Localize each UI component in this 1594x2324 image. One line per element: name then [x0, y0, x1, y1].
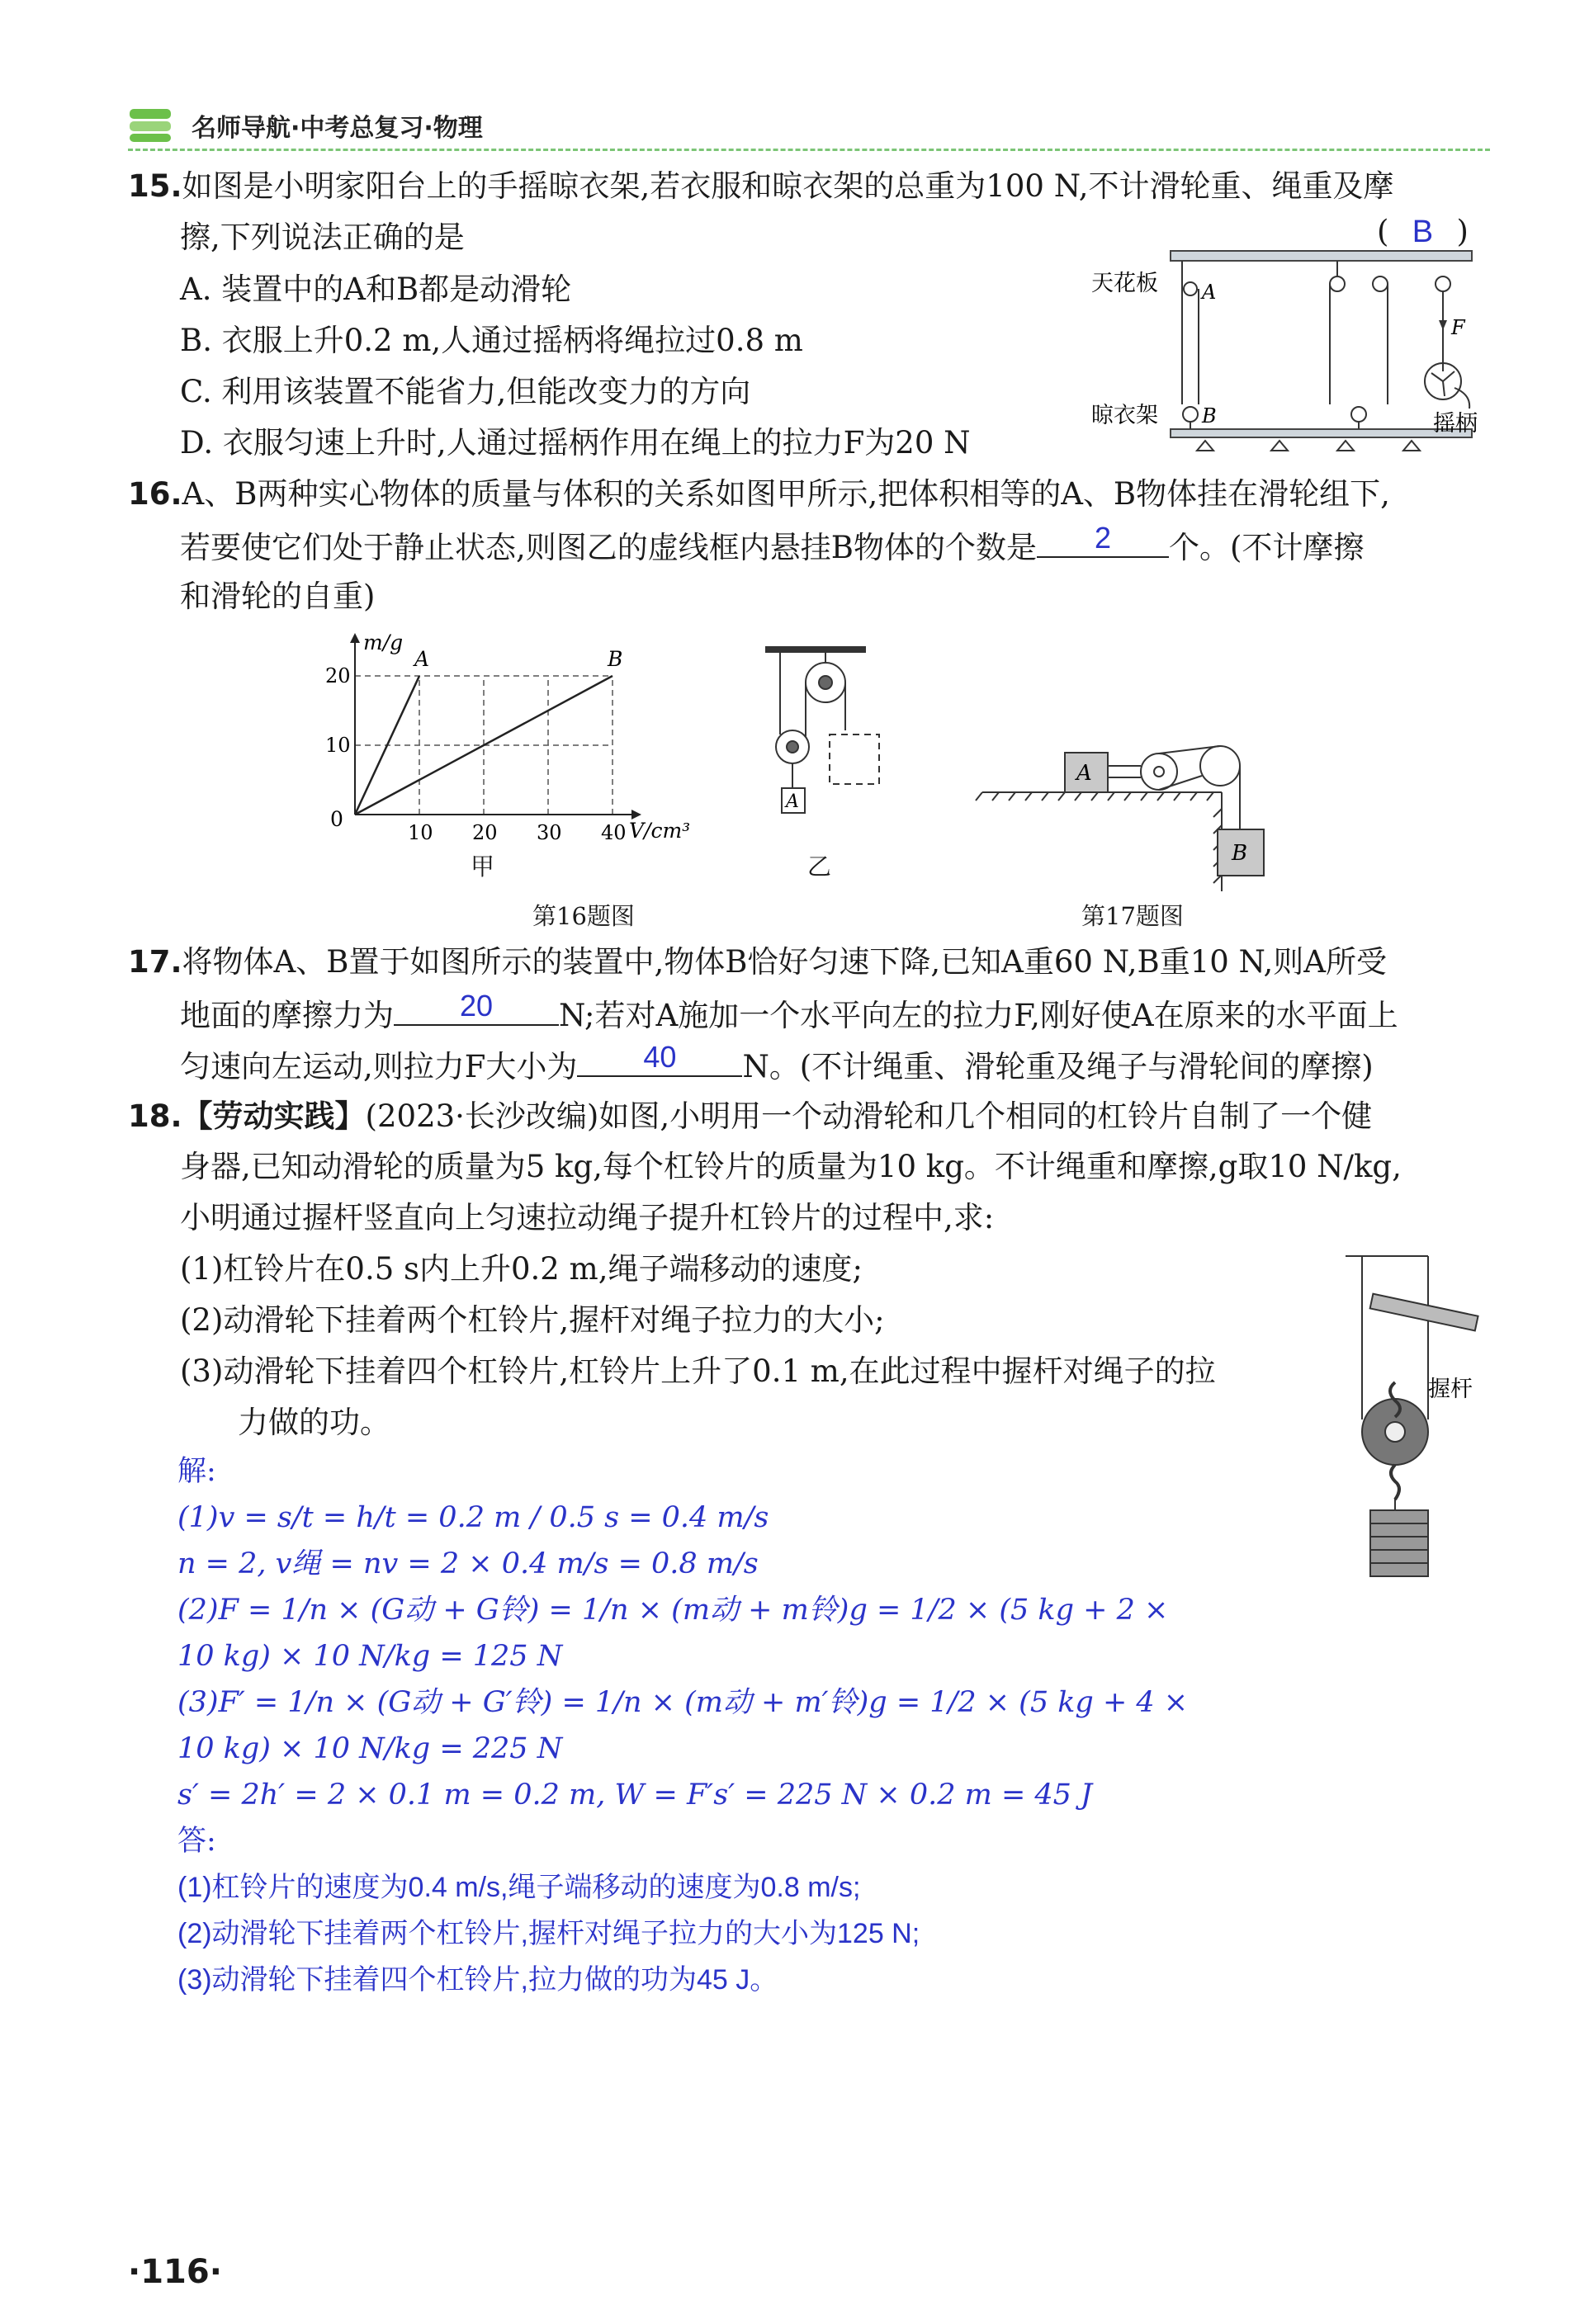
solution-line-3: (2)F = 1/n × (G动 + G铃) = 1/n × (m动 + m铃)g = 1/2 × (5 kg + 2 ×	[177, 1594, 1169, 1627]
q16-caption: 第16题图	[532, 902, 635, 930]
chart-series-label-A: A	[414, 647, 430, 671]
q18-text-2: 身器,已知动滑轮的质量为5 kg,每个杠铃片的质量为10 kg。不计绳重和摩擦,g取10 N/kg,	[180, 1149, 1402, 1184]
solution-line-4: 10 kg) × 10 N/kg = 125 N	[177, 1640, 563, 1673]
chart-series-label-B: B	[608, 647, 623, 671]
q16-text-3: 和滑轮的自重)	[180, 579, 376, 614]
q17-text-2b: N;若对A施加一个水平向左的拉力F,刚好使A在原来的水平面上	[559, 998, 1398, 1033]
q17-number: 17.	[128, 944, 182, 980]
q15-answer: B	[1412, 215, 1434, 249]
solution-line-1: (1)v = s/t = h/t = 0.2 m / 0.5 s = 0.4 m/s	[177, 1501, 769, 1534]
q15-bracket-right: )	[1456, 214, 1469, 249]
solution-da: 答:	[177, 1825, 216, 1858]
q17-blank-2	[577, 1039, 742, 1077]
header-divider	[128, 149, 1490, 151]
q17-caption: 第17题图	[1081, 902, 1184, 930]
q18-sub-3b: 力做的功。	[238, 1405, 390, 1440]
q15-option-b: B. 衣服上升0.2 m,人通过摇柄将绳拉过0.8 m	[180, 323, 803, 358]
q17-text-2a: 地面的摩擦力为	[180, 998, 394, 1033]
q18-sub-1: (1)杠铃片在0.5 s内上升0.2 m,绳子端移动的速度;	[180, 1251, 863, 1287]
chart-x-tick-10: 10	[408, 821, 433, 844]
page-number: ·116·	[128, 2253, 222, 2291]
q16-block-a: A	[786, 791, 799, 812]
q17-text-3b: N。(不计绳重、滑轮重及绳子与滑轮间的摩擦)	[742, 1049, 1374, 1084]
q15-line1	[128, 161, 1393, 212]
book-logo-icon	[128, 106, 176, 145]
answer-line-3: (3)动滑轮下挂着四个杠铃片,拉力做的功为45 J。	[177, 1964, 778, 1996]
q16-fig-jia-label: 甲	[471, 853, 495, 881]
fitness-device-figure	[1337, 1238, 1486, 1585]
q15-stem-1: 如图是小明家阳台上的手摇晾衣架,若衣服和晾衣架的总重为100 N,不计滑轮重、绳重及摩	[182, 168, 1394, 204]
q15-label-pulley-a: A	[1202, 281, 1217, 304]
q16-line1	[128, 469, 1390, 520]
chart-x-tick-40: 40	[601, 821, 627, 844]
answer-line-2: (2)动滑轮下挂着两个杠铃片,握杆对绳子拉力的大小为125 N;	[177, 1918, 920, 1949]
q15-label-ceiling: 天花板	[1091, 271, 1158, 296]
q15-option-a: A. 装置中的A和B都是动滑轮	[180, 272, 572, 307]
q16-blank	[1037, 520, 1169, 558]
q17-block-b: B	[1232, 841, 1248, 866]
q18-text-1: (2023·长沙改编)如图,小明用一个动滑轮和几个相同的杠铃片自制了一个健	[365, 1098, 1373, 1134]
solution-line-7: s′ = 2h′ = 2 × 0.1 m = 0.2 m, W = F′s′ = 225 N × 0.2 m = 45 J	[177, 1778, 1093, 1811]
q18-tag: 【劳动实践】	[182, 1098, 366, 1134]
chart-x-tick-20: 20	[472, 821, 498, 844]
q16-text-2b: 个。(不计摩擦	[1168, 530, 1365, 565]
solution-line-6: 10 kg) × 10 N/kg = 225 N	[177, 1732, 563, 1765]
chart-y-label: m/g	[363, 631, 404, 654]
q15-label-handle: 摇柄	[1433, 411, 1478, 437]
q15-stem-2: 擦,下列说法正确的是	[180, 220, 465, 255]
q17-line3	[180, 1039, 1374, 1093]
q16-number: 16.	[128, 476, 182, 512]
q16-text-2a: 若要使它们处于静止状态,则图乙的虚线框内悬挂B物体的个数是	[180, 530, 1037, 565]
chart-origin-label: 0	[330, 807, 343, 831]
chart-x-label: V/cm³	[629, 819, 691, 843]
chart-y-tick-20: 20	[325, 664, 351, 687]
q15-label-rack: 晾衣架	[1091, 403, 1158, 428]
q17-answer-1: 20	[459, 989, 494, 1023]
q16-text-1: A、B两种实心物体的质量与体积的关系如图甲所示,把体积相等的A、B物体挂在滑轮组下,	[182, 476, 1390, 512]
q15-label-pulley-b: B	[1202, 404, 1217, 427]
answer-line-1: (1)杠铃片的速度为0.4 m/s,绳子端移动的速度为0.8 m/s;	[177, 1872, 861, 1903]
chart-x-tick-30: 30	[537, 821, 562, 844]
clothes-rack-figure	[1073, 239, 1486, 454]
q18-line1	[128, 1090, 1372, 1142]
q17-line1	[128, 937, 1387, 988]
friction-pulley-figure	[974, 726, 1321, 891]
q18-sub-3a: (3)动滑轮下挂着四个杠铃片,杠铃片上升了0.1 m,在此过程中握杆对绳子的拉	[180, 1353, 1216, 1389]
pulley-system-figure	[755, 640, 887, 838]
q15-option-c: C. 利用该装置不能省力,但能改变力的方向	[180, 374, 751, 409]
q17-text-3a: 匀速向左运动,则拉力F大小为	[180, 1049, 578, 1084]
q16-answer: 2	[1094, 521, 1111, 555]
q16-line2	[180, 520, 1364, 574]
solution-line-2: n = 2, v绳 = nv = 2 × 0.4 m/s = 0.8 m/s	[177, 1547, 759, 1580]
q17-answer-2: 40	[643, 1040, 677, 1074]
q15-option-d: D. 衣服匀速上升时,人通过摇柄作用在绳上的拉力F为20 N	[180, 425, 971, 461]
q18-number: 18.	[128, 1098, 182, 1134]
q15-label-force: F	[1451, 316, 1465, 339]
q15-number: 15.	[128, 168, 182, 204]
q18-sub-2: (2)动滑轮下挂着两个杠铃片,握杆对绳子拉力的大小;	[180, 1302, 885, 1338]
q16-fig-yi-label: 乙	[807, 853, 832, 881]
mass-volume-chart	[305, 631, 702, 871]
q18-fig-label: 握杆	[1428, 1377, 1473, 1402]
solution-jie: 解:	[177, 1455, 216, 1488]
q17-line2	[180, 988, 1398, 1042]
q17-text-1: 将物体A、B置于如图所示的装置中,物体B恰好匀速下降,已知A重60 N,B重10 N,则A所受	[182, 944, 1388, 980]
q17-blank-1	[394, 988, 559, 1026]
q17-block-a: A	[1076, 761, 1092, 786]
header-title: 名师导航·中考总复习·物理	[192, 114, 483, 143]
chart-y-arrow	[350, 633, 360, 643]
chart-y-tick-10: 10	[325, 734, 351, 757]
q18-text-3: 小明通过握杆竖直向上匀速拉动绳子提升杠铃片的过程中,求:	[180, 1200, 995, 1235]
q15-bracket-left: (	[1377, 214, 1389, 249]
solution-line-5: (3)F′ = 1/n × (G动 + G′铃) = 1/n × (m动 + m′铃)g = 1/2 × (5 kg + 4 ×	[177, 1686, 1189, 1719]
